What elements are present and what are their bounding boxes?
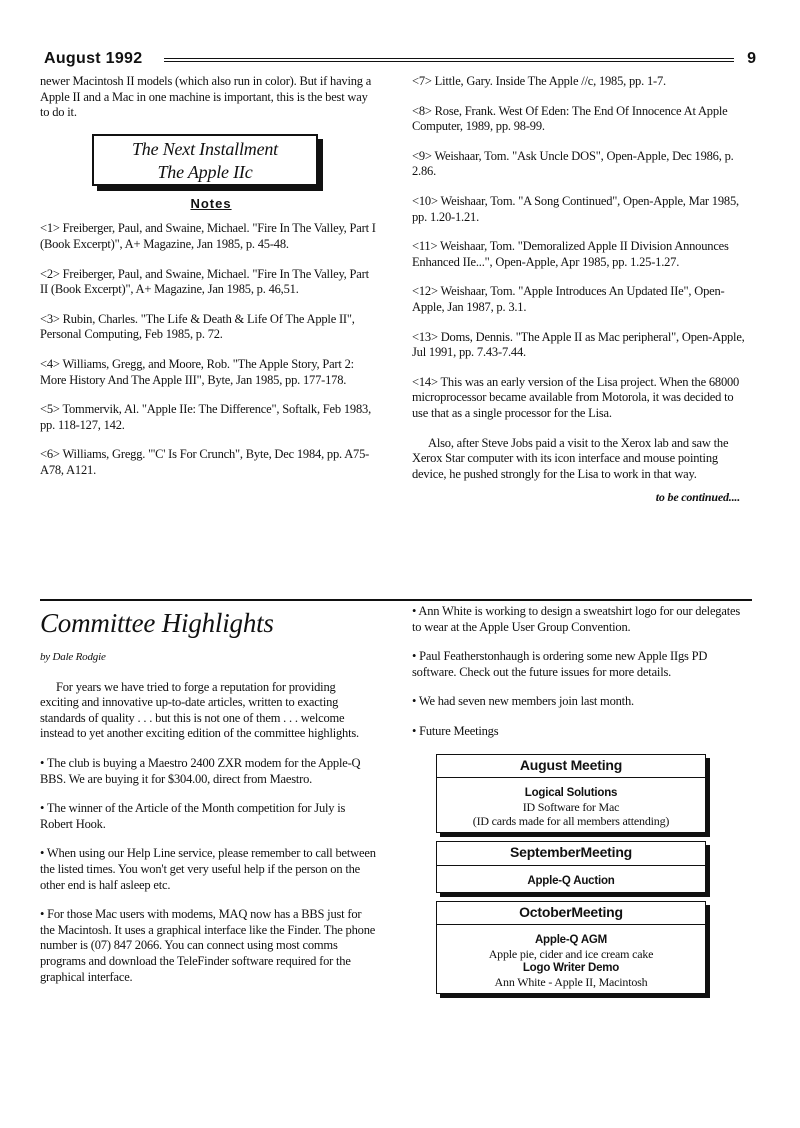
bullet-item: • We had seven new members join last month.	[412, 694, 634, 709]
note-item: <13> Doms, Dennis. "The Apple II as Mac peripheral", Open-Apple, Jul 1991, pp. 7.43-7.44.	[412, 329, 745, 360]
meeting-title: OctoberMeeting	[437, 905, 705, 926]
bullet-item: • When using our Help Line service, please remember to call between the listed times. You won't get very useful help if the person on the other end is half asleep etc.	[40, 846, 376, 892]
right-column-bottom	[412, 604, 746, 1002]
meeting-topic: Apple-Q AGM	[534, 934, 608, 947]
bullet-item: • The club is buying a Maestro 2400 ZXR modem for the Apple-Q BBS. We are buying it for $304.00, direct from Maestro.	[40, 755, 361, 786]
note-item: <14> This was an early version of the Lisa project. When the 68000 microprocessor became available from Motorola, it was decided to use that as a single processor for the Lisa.	[412, 374, 740, 420]
box-line-1: The Next Installment	[132, 138, 278, 159]
note-item: <5> Tommervik, Al. "Apple IIe: The Difference", Softalk, Feb 1983, pp. 118-127, 142.	[40, 402, 371, 432]
meeting-topic: Logo Writer Demo	[522, 962, 620, 975]
meeting-title: August Meeting	[437, 758, 705, 779]
note-item: <10> Weishaar, Tom. "A Song Continued", Open-Apple, Mar 1985, pp. 1.20-1.21.	[412, 193, 739, 224]
meeting-detail: ID Software for Mac	[522, 800, 620, 815]
meeting-detail: Apple pie, cider and ice cream cake	[488, 947, 654, 962]
notes-heading: Notes	[190, 195, 232, 211]
bullet-item: • For those Mac users with modems, MAQ now has a BBS just for the Macintosh. It uses a graphical interface like the Finder. The phone number is (07) 847 2066. You can connect using most comms programs and download the TeleFinder software required for the graphical interface.	[40, 907, 376, 984]
lisa-paragraph: Also, after Steve Jobs paid a visit to the Xerox lab and saw the Xerox Star computer with its icon interface and mouse pointing device, he pushed strongly for the Lisa to work in that way.	[412, 435, 729, 481]
note-item: <6> Williams, Gregg. "'C' Is For Crunch", Byte, Dec 1984, pp. A75-A78, A121.	[40, 447, 370, 477]
bullet-item: • The winner of the Article of the Month competition for July is Robert Hook.	[40, 801, 346, 831]
right-column-top	[412, 74, 746, 506]
section-title: Committee Highlights	[40, 608, 274, 638]
note-item: <8> Rose, Frank. West Of Eden: The End Of Innocence At Apple Computer, 1989, pp. 98-99.	[412, 103, 728, 134]
to-be-continued: to be continued....	[655, 490, 740, 505]
issue-date: August 1992	[44, 50, 143, 67]
note-item: <4> Williams, Gregg, and Moore, Rob. "The Apple Story, Part 2: More History And The Apple III", Byte, Jan 1985, pp. 177-178.	[40, 356, 354, 387]
box-line-2: The Apple IIc	[157, 161, 253, 182]
note-item: <11> Weishaar, Tom. "Demoralized Apple II Division Announces Enhanced IIe...", Open-Apple, Apr 1985, pp. 1.25-1.27.	[412, 239, 729, 269]
august-meeting-box	[436, 754, 706, 834]
bullet-item: • Ann White is working to design a sweatshirt logo for our delegates to wear at the Apple User Group Convention.	[412, 604, 740, 634]
october-meeting-box	[436, 901, 706, 995]
page-header	[44, 50, 756, 72]
bullet-item: • Future Meetings	[412, 723, 499, 738]
meeting-detail: (ID cards made for all members attending)	[472, 814, 670, 829]
left-column-top	[40, 74, 376, 493]
meeting-title: SeptemberMeeting	[437, 845, 705, 866]
header-rule	[164, 58, 734, 62]
september-meeting-box	[436, 841, 706, 893]
meeting-detail: Ann White - Apple II, Macintosh	[494, 975, 648, 990]
note-item: <3> Rubin, Charles. "The Life & Death & Life Of The Apple II", Personal Computing, Feb 1985, p. 72.	[40, 311, 355, 342]
left-column-bottom	[40, 604, 376, 999]
section-divider	[40, 599, 752, 601]
note-item: <1> Freiberger, Paul, and Swaine, Michael. "Fire In The Valley, Part I (Book Excerpt)", A+ Magazine, Jan 1985, p. 45-48.	[40, 221, 376, 251]
intro-paragraph: For years we have tried to forge a reputation for providing exciting and innovative up-to-date articles, written to exacting standards of quality . . . but this is not one of them . . . welcome instead to yet another exciting edition of the committee highlights.	[40, 679, 359, 741]
byline: by Dale Rodgie	[40, 651, 106, 663]
meeting-topic: Apple-Q Auction	[527, 874, 615, 887]
note-item: <9> Weishaar, Tom. "Ask Uncle DOS", Open-Apple, Dec 1986, p. 2.86.	[412, 148, 734, 179]
note-item: <7> Little, Gary. Inside The Apple //c, 1985, pp. 1-7.	[412, 74, 666, 88]
next-installment-box	[92, 134, 318, 186]
page-number: 9	[747, 50, 756, 67]
bullet-item: • Paul Featherstonhaugh is ordering some new Apple IIgs PD software. Check out the future issues for more details.	[412, 649, 708, 679]
meeting-topic: Logical Solutions	[524, 787, 618, 800]
note-item: <2> Freiberger, Paul, and Swaine, Michael. "Fire In The Valley, Part II (Book Excerpt)", A+ Magazine, Jan 1985, p. 46,51.	[40, 266, 369, 297]
intro-text: newer Macintosh II models (which also run in color). But if having a Apple II and a Mac in one machine is important, this is the best way to do it.	[40, 74, 372, 120]
note-item: <12> Weishaar, Tom. "Apple Introduces An Updated IIe", Open-Apple, Jan 1987, p. 3.1.	[412, 284, 725, 314]
